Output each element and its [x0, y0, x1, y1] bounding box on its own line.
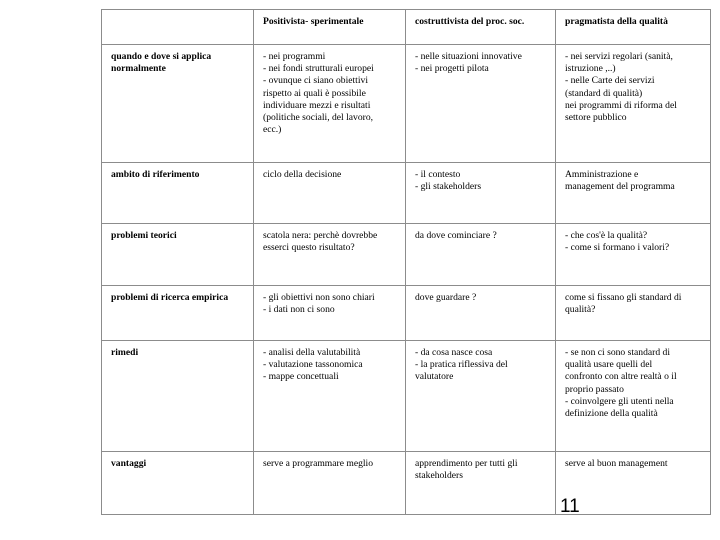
cell-line: - i dati non ci sono — [263, 304, 335, 316]
cell-line: management del programma — [565, 181, 675, 193]
cell-line: (politiche sociali, del lavoro, — [263, 112, 374, 124]
cell-positivista — [254, 286, 406, 341]
row-vantaggi — [102, 452, 711, 515]
cell-positivista — [254, 341, 406, 452]
cell-line: individuare mezzi e risultati — [263, 99, 371, 111]
cell-costruttivista — [406, 452, 556, 515]
cell-line: qualità usare quelli del — [565, 359, 653, 371]
cell-costruttivista — [406, 286, 556, 341]
cell-line: - nei progetti pilota — [415, 63, 489, 75]
cell-pragmatista — [556, 286, 711, 341]
header-costruttivista: costruttivista del proc. soc. — [406, 10, 556, 45]
cell-costruttivista — [406, 45, 556, 163]
cell-costruttivista — [406, 163, 556, 224]
page-number: 11 — [560, 496, 580, 517]
comparison-table — [101, 9, 711, 515]
cell-line: - mappe concettuali — [263, 371, 339, 383]
cell-line: (standard di qualità) — [565, 87, 643, 99]
cell-line: - valutazione tassonomica — [263, 359, 363, 371]
cell-line: definizione della qualità — [565, 408, 658, 420]
cell-costruttivista — [406, 341, 556, 452]
cell-line: Amministrazione e — [565, 169, 639, 180]
cell-line: - da cosa nasce cosa — [415, 347, 493, 358]
cell-line: serve al buon management — [565, 458, 668, 469]
cell-line: - nei fondi strutturali europei — [263, 63, 374, 75]
row-label: rimedi — [102, 341, 254, 452]
cell-line: - gli stakeholders — [415, 181, 482, 193]
table-body — [102, 10, 711, 515]
cell-line: - nei servizi regolari (sanità, — [565, 51, 673, 62]
row-problemi-ricerca — [102, 286, 711, 341]
cell-line: - coinvolgere gli utenti nella — [565, 395, 674, 407]
cell-pragmatista — [556, 224, 711, 286]
cell-line: istruzione ,..) — [565, 63, 616, 75]
cell-line: - nelle situazioni innovative — [415, 51, 522, 62]
cell-line: scatola nera: perchè dovrebbe — [263, 230, 378, 241]
cell-pragmatista — [556, 163, 711, 224]
row-label: ambito di riferimento — [102, 163, 254, 224]
cell-positivista — [254, 45, 406, 163]
cell-line: da dove cominciare ? — [415, 230, 497, 241]
cell-positivista — [254, 224, 406, 286]
cell-line: - gli obiettivi non sono chiari — [263, 292, 375, 303]
cell-line: - nei programmi — [263, 51, 326, 62]
row-rimedi — [102, 341, 711, 452]
row-label: problemi teorici — [102, 224, 254, 286]
cell-line: come si fissano gli standard di — [565, 292, 682, 303]
cell-positivista — [254, 163, 406, 224]
cell-line: stakeholders — [415, 470, 463, 482]
cell-line: - che cos'è la qualità? — [565, 230, 648, 241]
header-positivista: Positivista- sperimentale — [254, 10, 406, 45]
cell-line: ciclo della decisione — [263, 169, 342, 180]
row-label: quando e dove si applica normalmente — [102, 45, 254, 163]
cell-line: - la pratica riflessiva del — [415, 359, 508, 371]
cell-line: apprendimento per tutti gli — [415, 458, 518, 469]
header-cell-empty — [102, 10, 254, 45]
cell-line: - nelle Carte dei servizi — [565, 75, 655, 87]
cell-line: proprio passato — [565, 383, 624, 395]
row-label: vantaggi — [102, 452, 254, 515]
cell-line: - ovunque ci siano obiettivi — [263, 75, 368, 87]
cell-costruttivista — [406, 224, 556, 286]
header-row — [102, 10, 711, 45]
cell-line: valutatore — [415, 371, 454, 383]
row-label: problemi di ricerca empirica — [102, 286, 254, 341]
cell-line: ecc.) — [263, 124, 282, 136]
cell-line: rispetto ai quali è possibile — [263, 87, 366, 99]
row-quando-dove — [102, 45, 711, 163]
cell-line: dove guardare ? — [415, 292, 477, 303]
cell-line: settore pubblico — [565, 112, 627, 124]
header-pragmatista: pragmatista della qualità — [556, 10, 711, 45]
cell-line: - il contesto — [415, 169, 461, 180]
cell-line: confronto con altre realtà o il — [565, 371, 677, 383]
cell-line: - analisi della valutabilità — [263, 347, 361, 358]
cell-line: serve a programmare meglio — [263, 458, 374, 469]
cell-line: qualità? — [565, 304, 596, 316]
cell-line: - se non ci sono standard di — [565, 347, 670, 358]
cell-positivista — [254, 452, 406, 515]
cell-pragmatista — [556, 45, 711, 163]
row-problemi-teorici — [102, 224, 711, 286]
cell-line: nei programmi di riforma del — [565, 99, 677, 111]
cell-line: esserci questo risultato? — [263, 242, 355, 254]
cell-line: - come si formano i valori? — [565, 242, 670, 254]
cell-pragmatista — [556, 341, 711, 452]
row-ambito — [102, 163, 711, 224]
